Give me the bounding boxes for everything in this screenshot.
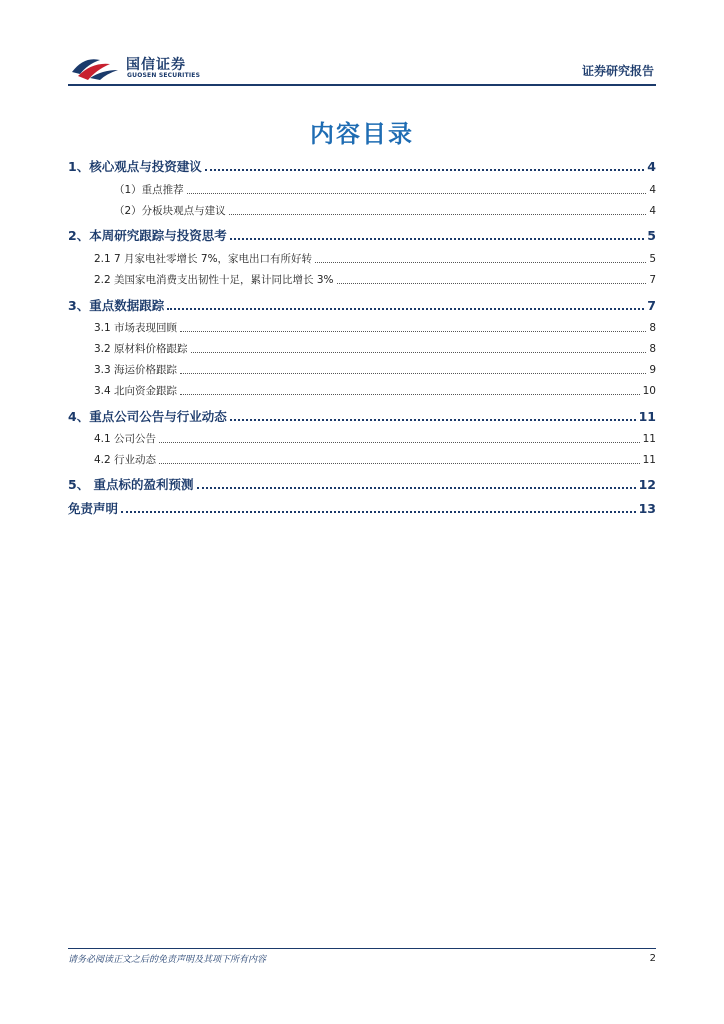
toc-entry-subsection[interactable]	[114, 182, 656, 197]
toc-leader-dots	[337, 282, 647, 284]
toc-entry-page: 11	[638, 409, 656, 424]
toc-entry-label: 4.1 公司公告	[94, 433, 157, 445]
toc-entry-page: 9	[649, 364, 656, 376]
toc-entry-label: 3、重点数据跟踪	[68, 298, 165, 313]
toc-entry-label: 免责声明	[68, 501, 119, 516]
toc-entry-label: 3.2 原材料价格跟踪	[94, 343, 188, 355]
guosen-logo-icon	[70, 52, 120, 82]
toc-entry-subsection[interactable]	[94, 320, 656, 335]
toc-entry-subsection[interactable]	[114, 203, 656, 218]
toc-entry-subsection[interactable]	[94, 251, 656, 266]
toc-entry-label: 3.3 海运价格跟踪	[94, 364, 178, 376]
page-number: 2	[649, 953, 656, 964]
header-divider	[68, 84, 656, 86]
footer-notice: 请务必阅读正文之后的免责声明及其项下所有内容	[68, 955, 267, 965]
toc-entry-page: 4	[649, 184, 656, 196]
toc-entry-label: 1、核心观点与投资建议	[68, 159, 202, 174]
footer-divider	[68, 948, 656, 949]
guosen-logo	[70, 52, 220, 82]
toc-entry-label: （2）分板块观点与建议	[114, 205, 226, 217]
toc-entry-subsection[interactable]	[94, 272, 656, 287]
toc-entry-page: 7	[647, 298, 656, 313]
page-title: 内容目录	[310, 120, 414, 148]
toc-leader-dots	[180, 393, 640, 395]
brand-name-cn: 国信证券	[126, 57, 186, 73]
page-header	[68, 48, 656, 84]
toc-leader-dots	[121, 510, 636, 513]
toc-entry-page: 4	[647, 159, 656, 174]
toc-entry-label: 2.1 7 月家电社零增长 7%，家电出口有所好转	[94, 253, 313, 265]
toc-entry-section[interactable]	[68, 296, 656, 314]
toc-entry-section[interactable]	[68, 475, 656, 493]
toc-entry-page: 5	[647, 228, 656, 243]
toc-entry-section[interactable]	[68, 499, 656, 517]
toc-leader-dots	[191, 351, 647, 353]
toc-leader-dots	[159, 441, 640, 443]
toc-entry-section[interactable]	[68, 226, 656, 244]
toc-entry-page: 10	[642, 385, 656, 397]
toc-entry-page: 5	[649, 253, 656, 265]
report-type: 证券研究报告	[581, 64, 654, 78]
toc-leader-dots	[230, 237, 645, 240]
toc-entry-page: 8	[649, 343, 656, 355]
toc-entry-subsection[interactable]	[94, 431, 656, 446]
toc-entry-label: 2、本周研究跟踪与投资思考	[68, 228, 227, 243]
toc-leader-dots	[205, 168, 645, 171]
toc-entry-page: 8	[649, 322, 656, 334]
toc-entry-label: 4.2 行业动态	[94, 454, 157, 466]
brand-name-en: GUOSEN SECURITIES	[127, 72, 201, 79]
toc-entry-label: 4、重点公司公告与行业动态	[68, 409, 227, 424]
toc-entry-section[interactable]	[68, 157, 656, 175]
toc-entry-subsection[interactable]	[94, 383, 656, 398]
toc-entry-label: 5、 重点标的盈利预测	[68, 477, 194, 492]
toc-entry-subsection[interactable]	[94, 341, 656, 356]
toc-entry-label: （1）重点推荐	[114, 184, 184, 196]
toc-entry-label: 2.2 美国家电消费支出韧性十足，累计同比增长 3%	[94, 274, 334, 286]
toc-entry-subsection[interactable]	[94, 362, 656, 377]
toc-leader-dots	[230, 418, 636, 421]
toc-leader-dots	[187, 192, 647, 194]
toc-entry-label: 3.4 北向资金跟踪	[94, 385, 178, 397]
toc-leader-dots	[197, 486, 636, 489]
toc-entry-label: 3.1 市场表现回顾	[94, 322, 178, 334]
toc-entry-subsection[interactable]	[94, 452, 656, 467]
toc-leader-dots	[167, 307, 644, 310]
toc-entry-page: 7	[649, 274, 656, 286]
toc-leader-dots	[180, 372, 646, 374]
toc-entry-page: 11	[642, 433, 656, 445]
toc-leader-dots	[180, 330, 646, 332]
toc-leader-dots	[229, 213, 647, 215]
toc-entry-page: 13	[638, 501, 656, 516]
toc-entry-page: 12	[638, 477, 656, 492]
toc-leader-dots	[315, 261, 646, 263]
toc-entry-page: 11	[642, 454, 656, 466]
toc-entry-page: 4	[649, 205, 656, 217]
toc-entry-section[interactable]	[68, 407, 656, 425]
toc-leader-dots	[159, 462, 640, 464]
